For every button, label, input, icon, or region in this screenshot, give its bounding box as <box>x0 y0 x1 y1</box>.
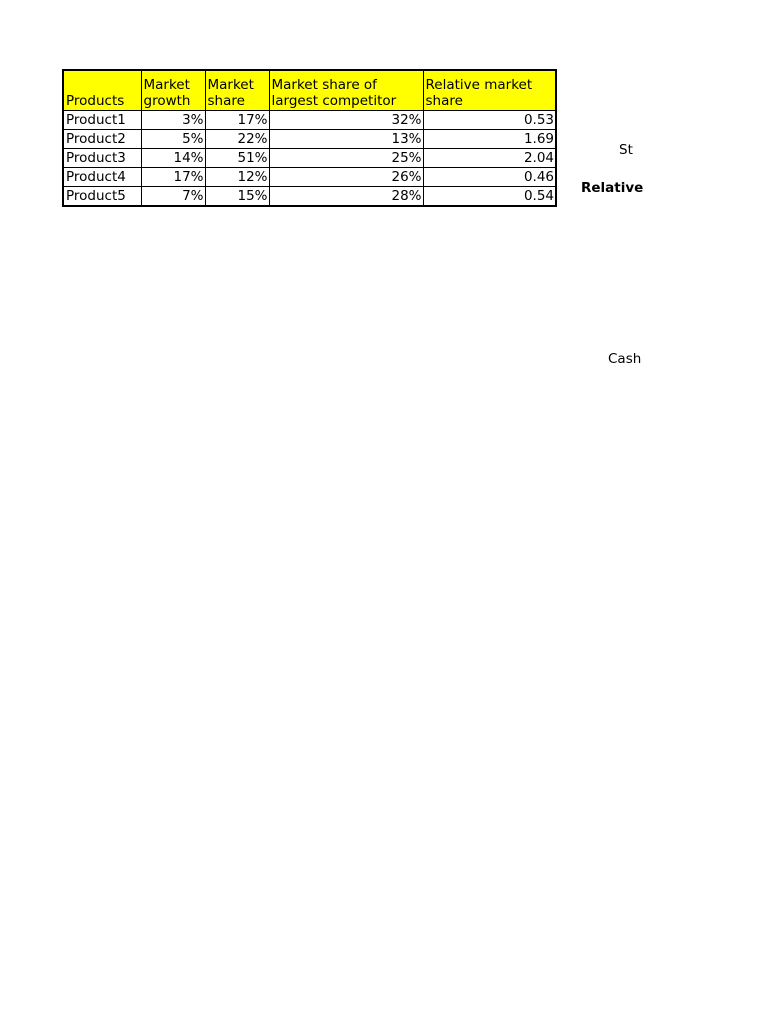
side-label-st: St <box>619 142 633 158</box>
competitor-share-cell: 25% <box>269 149 423 168</box>
market-share-cell: 15% <box>205 187 269 207</box>
table-row <box>63 111 556 130</box>
relative-share-cell: 0.53 <box>423 111 556 130</box>
market-growth-cell: 7% <box>141 187 205 207</box>
product-name-cell: Product3 <box>63 149 141 168</box>
data-table <box>62 69 557 207</box>
table-row <box>63 187 556 207</box>
competitor-share-cell: 32% <box>269 111 423 130</box>
table-row <box>63 149 556 168</box>
relative-share-cell: 1.69 <box>423 130 556 149</box>
market-share-cell: 17% <box>205 111 269 130</box>
product-name-cell: Product5 <box>63 187 141 207</box>
competitor-share-cell: 28% <box>269 187 423 207</box>
relative-share-cell: 0.46 <box>423 168 556 187</box>
market-share-cell: 12% <box>205 168 269 187</box>
product-name-cell: Product1 <box>63 111 141 130</box>
market-share-cell: 22% <box>205 130 269 149</box>
header-relative-market-share: Relative market share <box>423 70 556 111</box>
table-row <box>63 130 556 149</box>
table-row <box>63 168 556 187</box>
market-share-cell: 51% <box>205 149 269 168</box>
market-growth-cell: 5% <box>141 130 205 149</box>
header-row <box>63 70 556 111</box>
product-name-cell: Product2 <box>63 130 141 149</box>
competitor-share-cell: 13% <box>269 130 423 149</box>
product-name-cell: Product4 <box>63 168 141 187</box>
market-growth-cell: 14% <box>141 149 205 168</box>
header-products: Products <box>63 70 141 111</box>
header-largest-competitor-share: Market share of largest competitor <box>269 70 423 111</box>
header-market-growth: Market growth <box>141 70 205 111</box>
side-label-cash: Cash <box>608 351 642 367</box>
side-label-relative: Relative <box>581 180 644 196</box>
relative-share-cell: 2.04 <box>423 149 556 168</box>
market-growth-cell: 3% <box>141 111 205 130</box>
market-growth-cell: 17% <box>141 168 205 187</box>
header-market-share: Market share <box>205 70 269 111</box>
relative-share-cell: 0.54 <box>423 187 556 207</box>
competitor-share-cell: 26% <box>269 168 423 187</box>
